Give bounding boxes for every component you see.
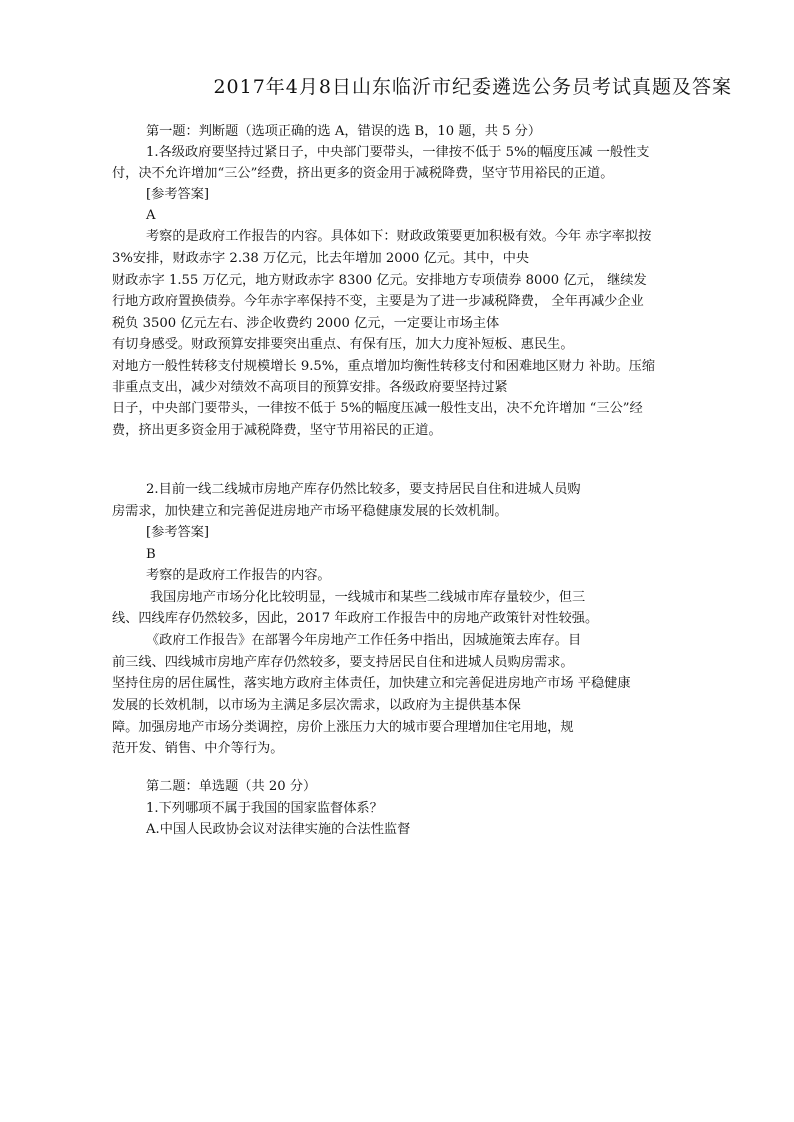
- explanation-1-line-3: 财政赤字 1.55 万亿元，地方财政赤字 8300 亿元。安排地方专项债券 8000 亿元， 继续发: [112, 273, 647, 288]
- explanation-1-line-8: 非重点支出，减少对绩效不高项目的预算安排。各级政府要坚持过紧: [112, 380, 508, 395]
- question-1-line-1: 1.各级政府要坚持过紧日子，中央部门要带头，一律按不低于 5%的幅度压减 一般性支: [146, 145, 650, 160]
- section2-question-1: 1.下列哪项不属于我国的国家监督体系？: [146, 801, 383, 816]
- document-title: 2017年4月8日山东临沂市纪委遴选公务员考试真题及答案: [213, 76, 732, 98]
- question-1-line-2: 付，决不允许增加“三公”经费，挤出更多的资金用于减税降费，坚守节用裕民的正道。: [112, 166, 614, 181]
- explanation-1-line-4: 行地方政府置换债券。今年赤字率保持不变，主要是为了进一步减税降费， 全年再减少企业: [112, 294, 644, 309]
- explanation-2-line-8: 障。加强房地产市场分类调控，房价上涨压力大的城市要合理增加住宅用地，规: [112, 720, 574, 735]
- section2-heading: 第二题：单选题（共 20 分）: [146, 779, 317, 794]
- answer-label-1: [参考答案]: [146, 187, 210, 202]
- answer-label-2: [参考答案]: [146, 525, 210, 540]
- question-2-line-2: 房需求，加快建立和完善促进房地产市场平稳健康发展的长效机制。: [112, 504, 508, 519]
- explanation-2-line-1: 考察的是政府工作报告的内容。: [146, 568, 331, 583]
- explanation-2-line-4: 《政府工作报告》在部署今年房地产工作任务中指出，因城施策去库存。目: [146, 633, 582, 648]
- question-2-line-1: 2.目前一线二线城市房地产库存仍然比较多，要支持居民自住和进城人员购: [146, 482, 581, 497]
- explanation-2-line-5: 前三线、四线城市房地产库存仍然较多，要支持居民自住和进城人员购房需求。: [112, 655, 574, 670]
- explanation-1-line-6: 有切身感受。财政预算安排要突出重点、有保有压，加大力度补短板、惠民生。: [112, 337, 574, 352]
- explanation-2-line-7: 发展的长效机制，以市场为主满足多层次需求，以政府为主提供基本保: [112, 698, 521, 713]
- explanation-2-line-9: 范开发、销售、中介等行为。: [112, 741, 284, 756]
- explanation-1-line-2: 3%安排，财政赤字 2.38 万亿元，比去年增加 2000 亿元。其中，中央: [112, 251, 530, 266]
- explanation-2-line-3: 线、四线库存仍然较多，因此，2017 年政府工作报告中的房地产政策针对性较强。: [112, 611, 599, 626]
- section1-heading: 第一题：判断题（选项正确的选 A，错误的选 B，10 题，共 5 分）: [146, 124, 542, 139]
- explanation-1-line-9: 日子，中央部门要带头，一律按不低于 5%的幅度压减一般性支出，决不允许增加 “三公”经: [112, 401, 643, 416]
- section2-question-1-option-a: A.中国人民政协会议对法律实施的合法性监督: [146, 822, 411, 837]
- answer-1: A: [146, 208, 156, 223]
- explanation-1-line-7: 对地方一般性转移支付规模增长 9.5%，重点增加均衡性转移支付和困难地区财力 补助。压缩: [112, 359, 656, 374]
- explanation-1-line-10: 费，挤出更多资金用于减税降费，坚守节用裕民的正道。: [112, 423, 442, 438]
- explanation-2-line-2: 我国房地产市场分化比较明显，一线城市和某些二线城市库存量较少，但三: [150, 590, 586, 605]
- answer-2: B: [146, 547, 156, 562]
- explanation-2-line-6: 坚持住房的居住属性，落实地方政府主体责任，加快建立和完善促进房地产市场 平稳健康: [112, 676, 631, 691]
- explanation-1-line-5: 税负 3500 亿元左右、涉企收费约 2000 亿元，一定要让市场主体: [112, 316, 500, 331]
- explanation-1-line-1: 考察的是政府工作报告的内容。具体如下：财政政策要更加积极有效。今年 赤字率拟按: [146, 229, 652, 244]
